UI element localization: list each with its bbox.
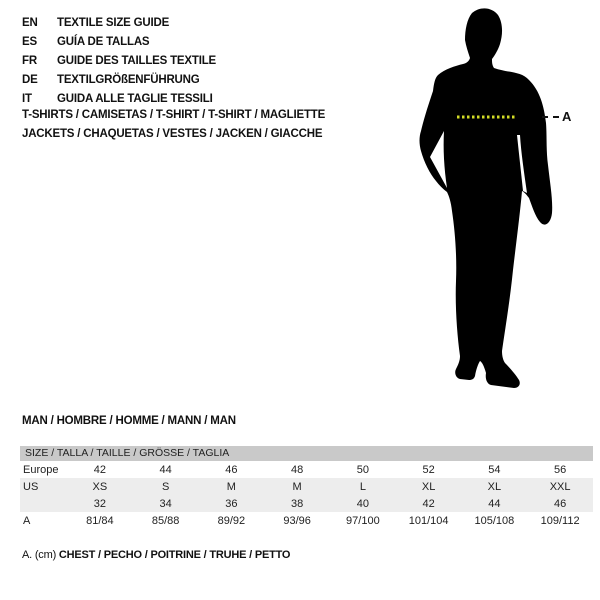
size-cell: 105/108 bbox=[474, 514, 515, 527]
row-label: Europe bbox=[23, 463, 59, 476]
size-cell: 101/104 bbox=[408, 514, 449, 527]
footnote-text: CHEST / PECHO / POITRINE / TRUHE / PETTO bbox=[58, 549, 291, 561]
measure-callout-dashes bbox=[542, 116, 559, 118]
table-row bbox=[20, 512, 593, 529]
measurement-footnote bbox=[22, 549, 290, 561]
size-cell: 32 bbox=[93, 497, 106, 510]
size-cell: 42 bbox=[93, 463, 106, 476]
language-code: DE bbox=[22, 73, 38, 86]
size-table-header: SIZE / TALLA / TAILLE / GRÖSSE / TAGLIA bbox=[20, 446, 593, 461]
size-cell: 85/88 bbox=[151, 514, 180, 527]
size-cell: 34 bbox=[159, 497, 172, 510]
size-cell: XL bbox=[487, 480, 502, 493]
size-table bbox=[20, 446, 593, 529]
language-row-de bbox=[22, 70, 216, 89]
language-label: GUÍA DE TALLAS bbox=[57, 35, 150, 48]
language-row-es bbox=[22, 32, 216, 51]
size-table-body bbox=[20, 461, 593, 529]
row-label: US bbox=[23, 480, 39, 493]
size-cell: 81/84 bbox=[86, 514, 114, 527]
measure-label-a: A bbox=[562, 109, 572, 124]
size-cell: 93/96 bbox=[283, 514, 311, 527]
language-code: ES bbox=[22, 35, 37, 48]
size-cell: 36 bbox=[225, 497, 238, 510]
size-cell: 52 bbox=[422, 463, 435, 476]
size-cell: 44 bbox=[488, 497, 501, 510]
size-cell: XXL bbox=[549, 480, 571, 493]
size-cell: 56 bbox=[554, 463, 567, 476]
section-title-man: MAN / HOMBRE / HOMME / MANN / MAN bbox=[22, 415, 236, 427]
size-cell: M bbox=[226, 480, 236, 493]
size-cell: 46 bbox=[225, 463, 238, 476]
language-label: TEXTILGRÖßENFÜHRUNG bbox=[57, 73, 200, 86]
language-code: FR bbox=[22, 54, 37, 67]
size-cell: 46 bbox=[554, 497, 567, 510]
size-cell: 44 bbox=[159, 463, 172, 476]
language-label: GUIDA ALLE TAGLIE TESSILI bbox=[57, 92, 213, 105]
size-cell: 40 bbox=[356, 497, 369, 510]
language-code: EN bbox=[22, 16, 38, 29]
language-row-en bbox=[22, 13, 216, 32]
size-cell: L bbox=[359, 480, 366, 493]
man-silhouette-figure bbox=[413, 4, 563, 394]
category-line-jackets: JACKETS / CHAQUETAS / VESTES / JACKEN / GIACCHE bbox=[22, 128, 323, 140]
size-cell: XS bbox=[92, 480, 108, 493]
size-cell: XL bbox=[421, 480, 436, 493]
table-row bbox=[20, 495, 593, 512]
size-cell: 109/112 bbox=[540, 514, 580, 527]
language-row-fr bbox=[22, 51, 216, 70]
size-cell: 48 bbox=[291, 463, 304, 476]
size-cell: S bbox=[161, 480, 170, 493]
garment-categories bbox=[22, 106, 325, 144]
language-label: GUIDE DES TAILLES TEXTILE bbox=[57, 54, 216, 67]
table-row bbox=[20, 478, 593, 495]
size-cell: 50 bbox=[356, 463, 369, 476]
category-line-tshirts: T-SHIRTS / CAMISETAS / T-SHIRT / T-SHIRT / MAGLIETTE bbox=[22, 109, 326, 121]
footnote-prefix: A. (cm) bbox=[22, 549, 57, 561]
size-cell: 42 bbox=[422, 497, 435, 510]
size-cell: 89/92 bbox=[217, 514, 246, 527]
size-cell: M bbox=[292, 480, 302, 493]
man-silhouette bbox=[420, 8, 553, 388]
language-list bbox=[22, 13, 216, 108]
size-cell: 38 bbox=[291, 497, 304, 510]
size-cell: 54 bbox=[488, 463, 501, 476]
row-label: A bbox=[23, 514, 31, 527]
table-row bbox=[20, 461, 593, 478]
size-cell: 97/100 bbox=[346, 514, 380, 527]
language-code: IT bbox=[22, 92, 32, 105]
language-label: TEXTILE SIZE GUIDE bbox=[57, 16, 170, 29]
